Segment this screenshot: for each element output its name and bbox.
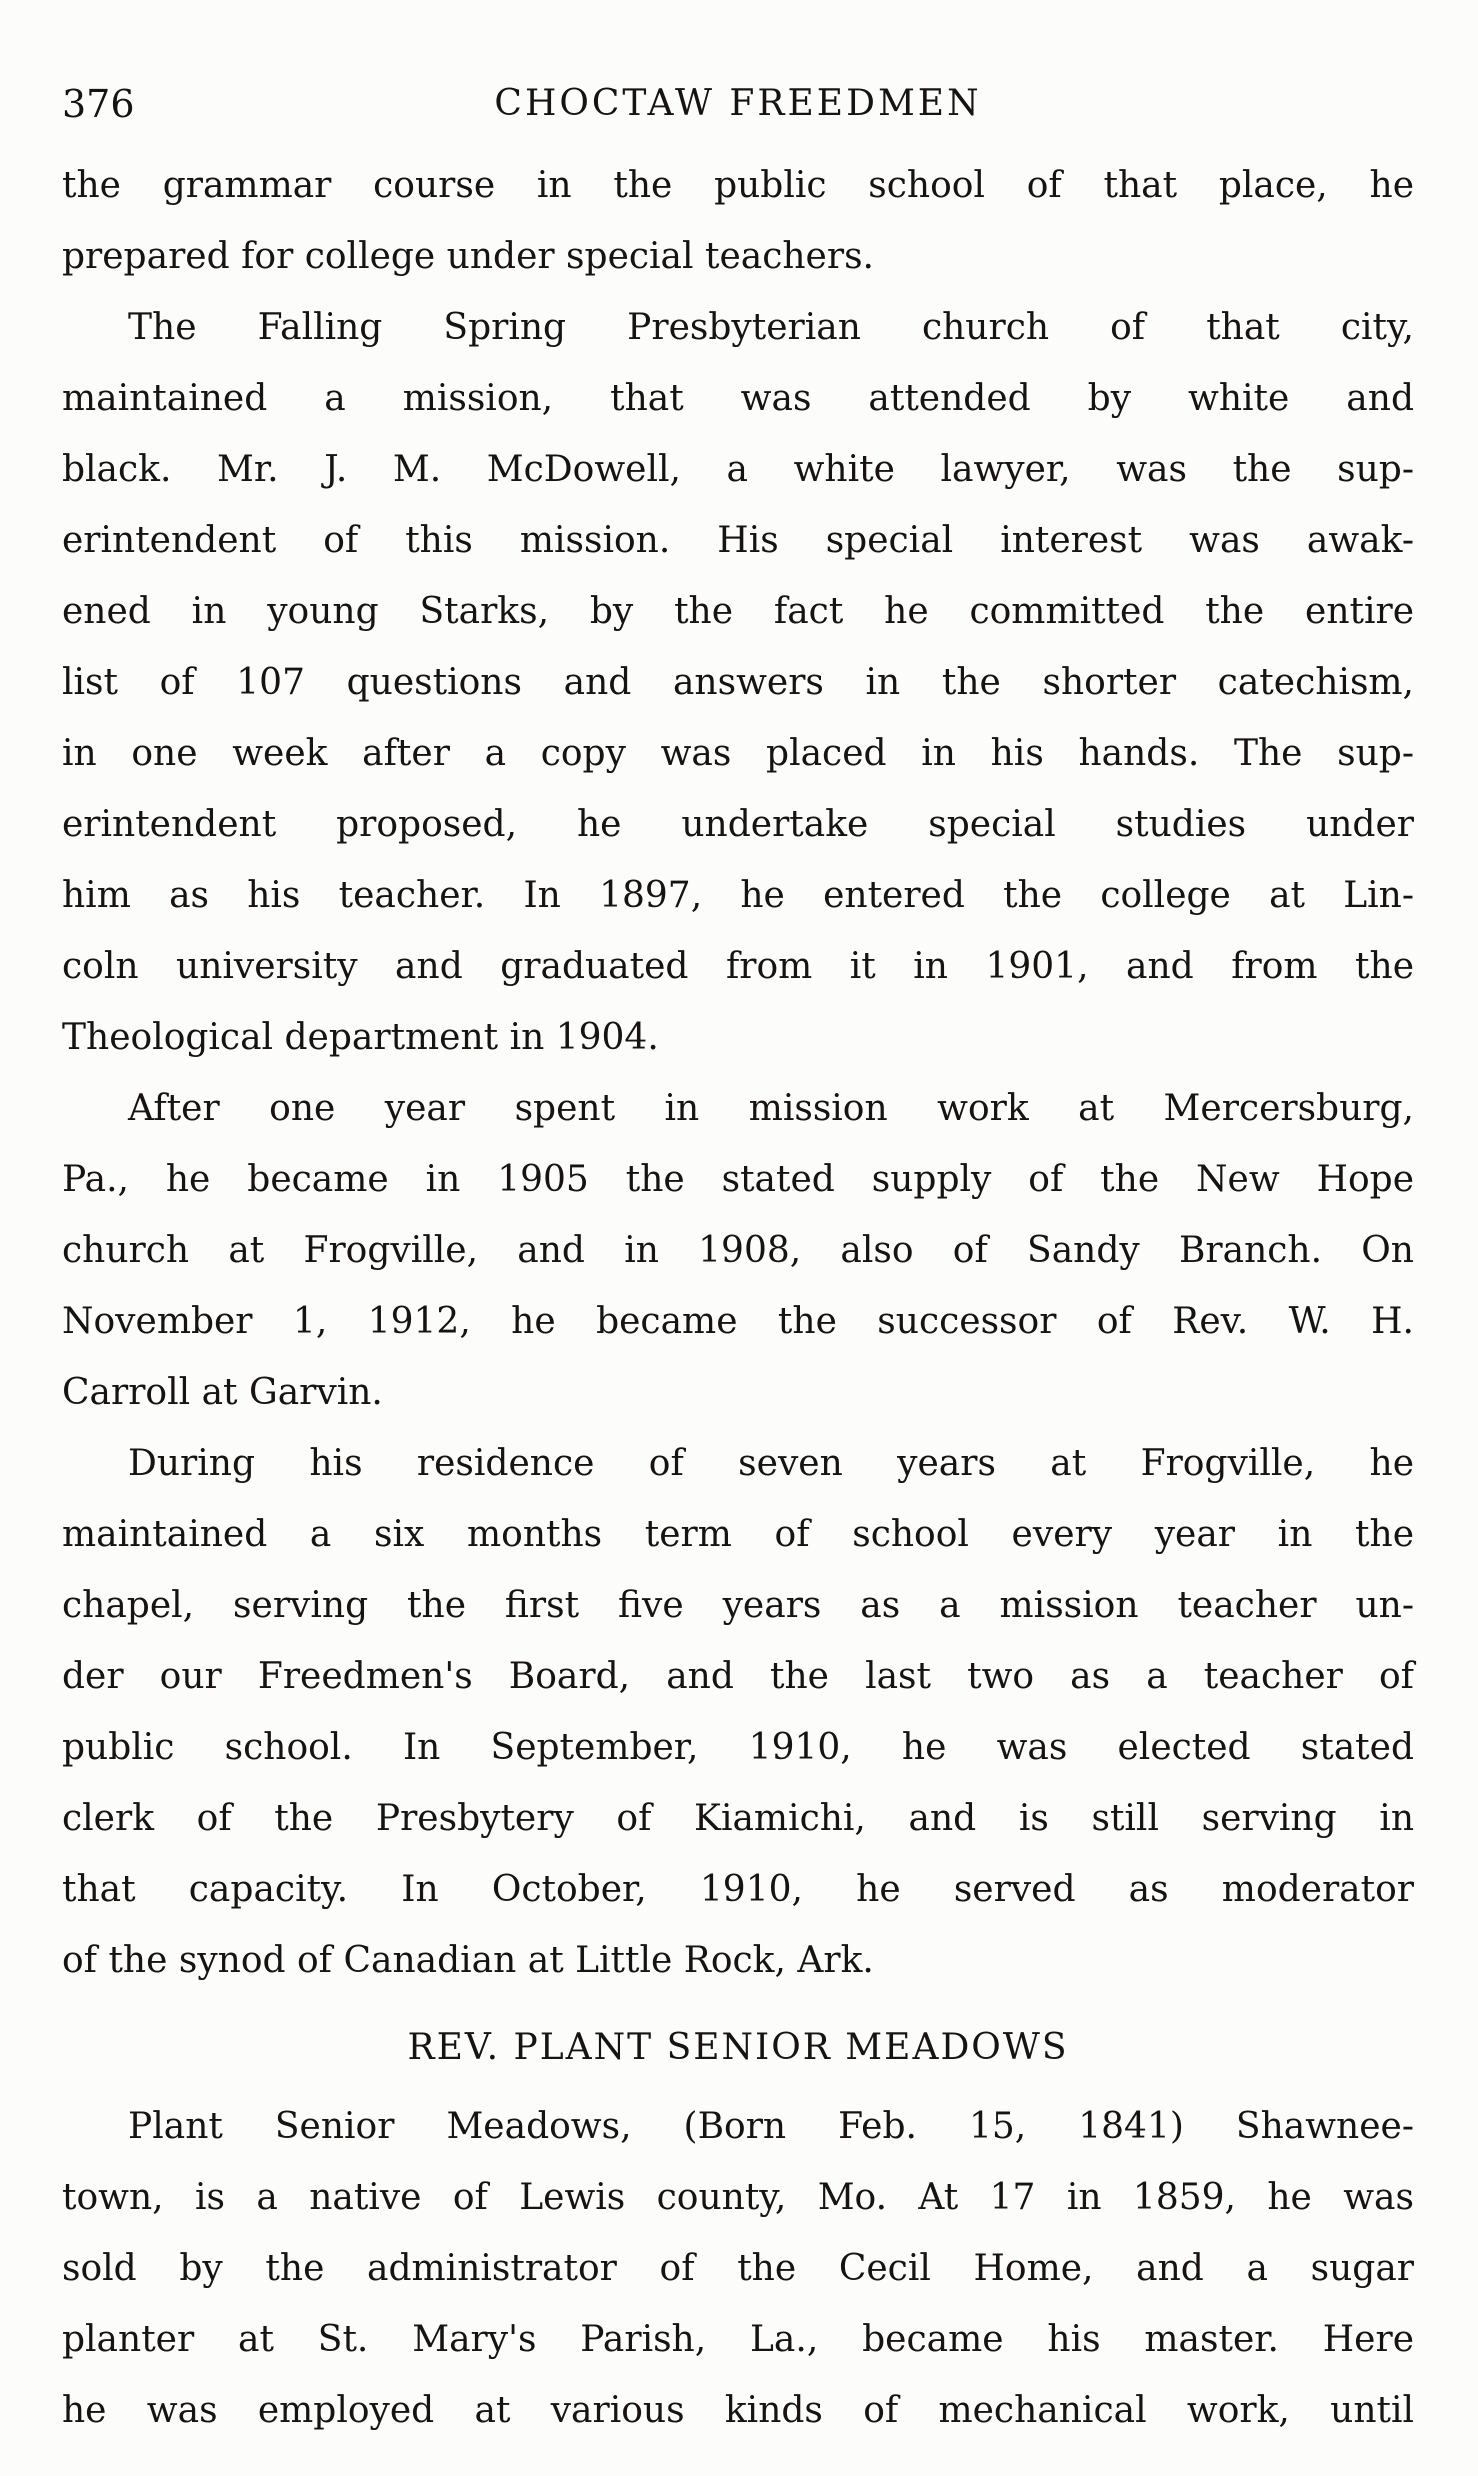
page-body xyxy=(62,150,1414,2446)
text-line: chapel, serving the first five years as a mission teacher un- xyxy=(62,1585,1414,1626)
text-line: erintendent proposed, he undertake special studies under xyxy=(62,804,1414,845)
text-line: coln university and graduated from it in 1901, and from the xyxy=(62,946,1414,987)
text-line: he was employed at various kinds of mechanical work, until xyxy=(62,2390,1414,2431)
text-line: Carroll at Garvin. xyxy=(62,1372,383,1413)
text-line: The Falling Spring Presbyterian church of that city, xyxy=(128,307,1414,348)
text-line: November 1, 1912, he became the successor of Rev. W. H. xyxy=(62,1301,1414,1342)
text-line: church at Frogville, and in 1908, also of Sandy Branch. On xyxy=(62,1230,1414,1271)
text-line: der our Freedmen's Board, and the last two as a teacher of xyxy=(62,1656,1414,1697)
page-header xyxy=(62,80,1414,128)
paragraph xyxy=(62,1428,1414,1996)
text-line: him as his teacher. In 1897, he entered the college at Lin- xyxy=(62,875,1414,916)
text-line: that capacity. In October, 1910, he served as moderator xyxy=(62,1869,1414,1910)
text-line: black. Mr. J. M. McDowell, a white lawyer, was the sup- xyxy=(62,449,1414,490)
text-line: sold by the administrator of the Cecil Home, and a sugar xyxy=(62,2248,1414,2289)
text-line: Plant Senior Meadows, (Born Feb. 15, 1841) Shawnee- xyxy=(128,2106,1414,2147)
paragraph xyxy=(62,1073,1414,1428)
section-heading: REV. PLANT SENIOR MEADOWS xyxy=(407,2027,1069,2068)
text-line: erintendent of this mission. His special interest was awak- xyxy=(62,520,1414,561)
text-line: ened in young Starks, by the fact he committed the entire xyxy=(62,591,1414,632)
text-line: in one week after a copy was placed in his hands. The sup- xyxy=(62,733,1414,774)
running-title: CHOCTAW FREEDMEN xyxy=(494,83,982,124)
text-line: maintained a mission, that was attended by white and xyxy=(62,378,1414,419)
text-line: prepared for college under special teachers. xyxy=(62,236,874,277)
text-line: maintained a six months term of school every year in the xyxy=(62,1514,1414,1555)
text-line: Pa., he became in 1905 the stated supply of the New Hope xyxy=(62,1159,1414,1200)
text-line: public school. In September, 1910, he was elected stated xyxy=(62,1727,1414,1768)
page-number: 376 xyxy=(62,82,135,126)
paragraph xyxy=(62,2091,1414,2446)
paragraph xyxy=(62,150,1414,292)
text-line: town, is a native of Lewis county, Mo. At 17 in 1859, he was xyxy=(62,2177,1414,2218)
text-line: Theological department in 1904. xyxy=(62,1017,659,1058)
paragraph xyxy=(62,292,1414,1073)
text-line: During his residence of seven years at Frogville, he xyxy=(128,1443,1414,1484)
text-line: of the synod of Canadian at Little Rock, Ark. xyxy=(62,1940,874,1981)
text-line: the grammar course in the public school of that place, he xyxy=(62,165,1414,206)
text-line: clerk of the Presbytery of Kiamichi, and is still serving in xyxy=(62,1798,1414,1839)
text-line: list of 107 questions and answers in the shorter catechism, xyxy=(62,662,1414,703)
text-line: After one year spent in mission work at Mercersburg, xyxy=(128,1088,1414,1129)
text-line: planter at St. Mary's Parish, La., became his master. Here xyxy=(62,2319,1414,2360)
